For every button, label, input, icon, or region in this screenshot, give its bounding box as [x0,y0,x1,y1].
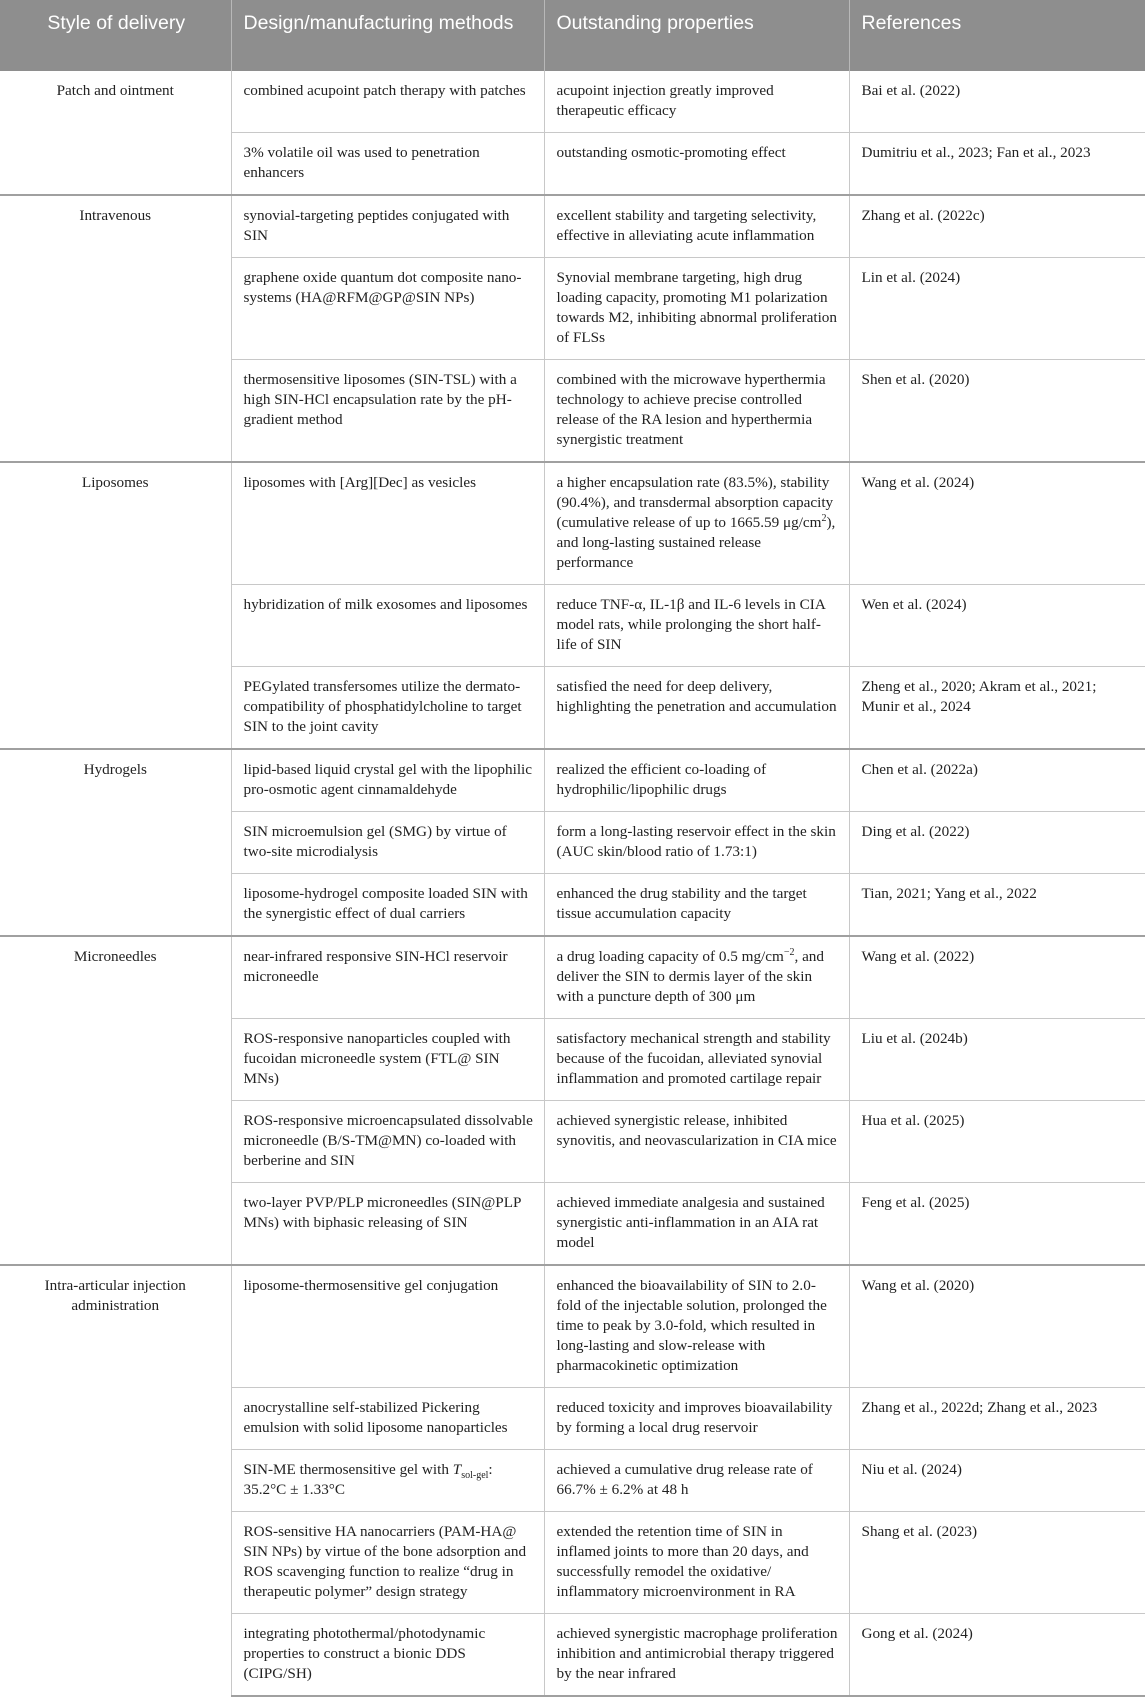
outstanding-properties-cell: satisfactory mechanical strength and stability because of the fucoidan, alleviated synovial inflammation and promoted cartilage repair [544,1019,849,1101]
style-of-delivery-cell: Hydrogels [0,749,231,936]
references-cell: Zhang et al. (2022c) [849,195,1145,258]
references-cell: Bai et al. (2022) [861,82,961,99]
design-method-cell: 3% volatile oil was used to penetration enhancers [231,133,544,196]
design-method-cell: anocrystalline self-stabilized Pickering emulsion with solid liposome nanoparticles [231,1388,544,1450]
design-method-cell [231,1450,544,1512]
design-method-cell: graphene oxide quantum dot composite nano-systems (HA@RFM@GP@SIN NPs) [231,258,544,360]
properties-text: a drug loading capacity of 0.5 mg/cm [556,948,784,965]
temperature-symbol: T [452,1461,462,1478]
design-method-cell: ROS-responsive nanoparticles coupled with fucoidan microneedle system (FTL@ SIN MNs) [231,1019,544,1101]
outstanding-properties-cell: reduced toxicity and improves bioavailability by forming a local drug reservoir [544,1388,849,1450]
design-method-cell: integrating photothermal/photodynamic properties to construct a bionic DDS (CIPG/SH) [231,1614,544,1697]
references-cell: Shang et al. (2023) [849,1512,1145,1614]
header-style-of-delivery: Style of delivery [0,0,231,71]
outstanding-properties-cell [544,462,849,585]
header-references: References [849,0,1145,71]
references-cell: Ding et al. (2022) [849,812,1145,874]
style-of-delivery-cell: Liposomes [0,462,231,749]
outstanding-properties-cell: form a long-lasting reservoir effect in the skin (AUC skin/blood ratio of 1.73:1) [544,812,849,874]
design-text: : 35.2°C ± 1.33°C [243,1461,493,1498]
outstanding-properties-cell: satisfied the need for deep delivery, highlighting the penetration and accumulation [544,667,849,750]
style-of-delivery-cell: Patch and ointment [0,71,231,195]
outstanding-properties-cell: achieved synergistic release, inhibited synovitis, and neovascularization in CIA mice [544,1101,849,1183]
superscript-text: −2 [783,946,795,958]
references-cell: Wang et al. (2024) [849,462,1145,585]
header-row [0,0,1145,71]
references-cell: Wang et al. (2022) [849,936,1145,1019]
design-method-cell: liposomes with [Arg][Dec] as vesicles [231,462,544,585]
style-of-delivery-cell: Microneedles [0,936,231,1265]
design-method-cell: two-layer PVP/PLP microneedles (SIN@PLP MNs) with biphasic releasing of SIN [231,1183,544,1266]
design-text: SIN-ME thermosensitive gel with [243,1461,453,1478]
references-cell: Feng et al. (2025) [849,1183,1145,1266]
table-row [0,195,1145,258]
outstanding-properties-cell: achieved immediate analgesia and sustained synergistic anti-inflammation in an AIA rat model [544,1183,849,1266]
design-method-cell: liposome-thermosensitive gel conjugation [231,1265,544,1388]
outstanding-properties-cell: acupoint injection greatly improved therapeutic efficacy [544,71,849,133]
design-method-cell: PEGylated transfersomes utilize the dermato-compatibility of phosphatidylcholine to target SIN to the joint cavity [231,667,544,750]
references-cell: Hua et al. (2025) [849,1101,1145,1183]
outstanding-properties-cell: excellent stability and targeting selectivity, effective in alleviating acute inflammation [544,195,849,258]
table-row [0,1265,1145,1388]
design-method-cell: near-infrared responsive SIN-HCl reservoir microneedle [231,936,544,1019]
outstanding-properties-cell: Synovial membrane targeting, high drug loading capacity, promoting M1 polarization towards M2, inhibiting abnormal proliferation of FLSs [544,258,849,360]
references-cell: Liu et al. (2024b) [849,1019,1145,1101]
references-cell: Dumitriu et al., 2023; Fan et al., 2023 [849,133,1145,196]
table-body [0,71,1145,1696]
references-cell: Wang et al. (2020) [849,1265,1145,1388]
references-cell: Chen et al. (2022a) [849,749,1145,812]
table-row [0,936,1145,1019]
style-of-delivery-cell: Intravenous [0,195,231,462]
references-cell: Zheng et al., 2020; Akram et al., 2021; Munir et al., 2024 [849,667,1145,750]
design-method-cell: thermosensitive liposomes (SIN-TSL) with a high SIN-HCl encapsulation rate by the pH-gradient method [231,360,544,463]
header-outstanding-properties: Outstanding properties [544,0,849,71]
design-method-cell: lipid-based liquid crystal gel with the lipophilic pro-osmotic agent cinnamaldehyde [231,749,544,812]
design-method-cell: SIN microemulsion gel (SMG) by virtue of two-site microdialysis [231,812,544,874]
subscript-text: sol-gel [461,1470,489,1482]
references-cell: Shen et al. (2020) [849,360,1145,463]
references-cell: Wen et al. (2024) [849,585,1145,667]
style-of-delivery-cell: Intra-articular injection administration [0,1265,231,1696]
design-method-cell: ROS-sensitive HA nanocarriers (PAM-HA@ SIN NPs) by virtue of the bone adsorption and ROS scavenging function to realize “drug in therapeutic polymer” design strategy [231,1512,544,1614]
design-method-cell: liposome-hydrogel composite loaded SIN with the synergistic effect of dual carriers [231,874,544,937]
header-design-methods: Design/manufacturing methods [231,0,544,71]
outstanding-properties-cell: achieved a cumulative drug release rate of 66.7% ± 6.2% at 48 h [544,1450,849,1512]
outstanding-properties-cell: realized the efficient co-loading of hydrophilic/lipophilic drugs [544,749,849,812]
outstanding-properties-cell: achieved synergistic macrophage proliferation inhibition and antimicrobial therapy triggered by the near infrared [544,1614,849,1697]
outstanding-properties-cell: extended the retention time of SIN in inflamed joints to more than 20 days, and successfully remodel the oxidative/ inflammatory microenvironment in RA [544,1512,849,1614]
references-cell: Gong et al. (2024) [849,1614,1145,1697]
table-row [0,71,1145,133]
design-method-cell: ROS-responsive microencapsulated dissolvable microneedle (B/S-TM@MN) co-loaded with berberine and SIN [231,1101,544,1183]
outstanding-properties-cell: outstanding osmotic-promoting effect [544,133,849,196]
references-cell: Lin et al. (2024) [849,258,1145,360]
design-method-cell: synovial-targeting peptides conjugated with SIN [231,195,544,258]
outstanding-properties-cell: combined with the microwave hyperthermia technology to achieve precise controlled release of the RA lesion and hyperthermia synergistic treatment [544,360,849,463]
properties-text: a higher encapsulation rate (83.5%), stability (90.4%), and transdermal absorption capacity (cumulative release of up to 1665.59 μg/cm [556,474,834,531]
table-row [0,749,1145,812]
outstanding-properties-cell: enhanced the bioavailability of SIN to 2.0-fold of the injectable solution, prolonged the time to peak by 3.0-fold, which resulted in long-lasting and slow-release with pharmacokinetic optimization [544,1265,849,1388]
properties-text: ), and long-lasting sustained release performance [556,514,836,571]
table-row [0,462,1145,585]
references-cell: Tian, 2021; Yang et al., 2022 [849,874,1145,937]
superscript-text: 2 [821,512,827,524]
outstanding-properties-cell: enhanced the drug stability and the target tissue accumulation capacity [544,874,849,937]
references-cell: Zhang et al., 2022d; Zhang et al., 2023 [849,1388,1145,1450]
design-method-cell: hybridization of milk exosomes and liposomes [231,585,544,667]
design-method-cell: combined acupoint patch therapy with patches [231,71,544,133]
outstanding-properties-cell [544,936,849,1019]
outstanding-properties-cell: reduce TNF-α, IL-1β and IL-6 levels in CIA model rats, while prolonging the short half-life of SIN [544,585,849,667]
references-cell: Niu et al. (2024) [849,1450,1145,1512]
properties-text: , and deliver the SIN to dermis layer of the skin with a puncture depth of 300 μm [556,948,824,1005]
